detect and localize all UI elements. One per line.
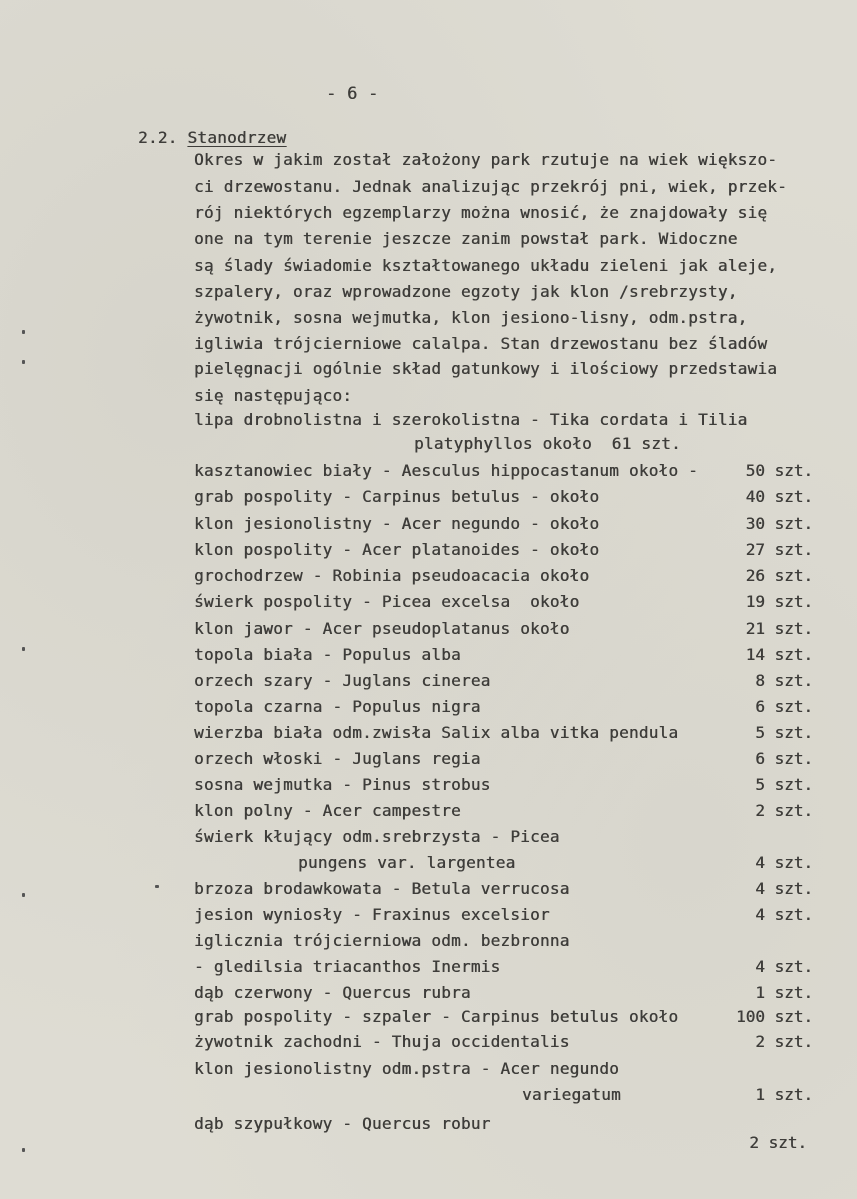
species-name: dąb czerwony - Quercus rubra: [194, 983, 471, 1002]
species-name: świerk kłujący odm.srebrzysta - Picea: [194, 827, 560, 846]
species-name: świerk pospolity - Picea excelsa około: [194, 592, 580, 611]
species-quantity: 1 szt.: [755, 1085, 813, 1104]
species-name: sosna wejmutka - Pinus strobus: [194, 775, 491, 794]
species-name: klon pospolity - Acer platanoides - około: [194, 540, 600, 559]
species-name: jesion wyniosły - Fraxinus excelsior: [194, 905, 550, 924]
species-quantity: 4 szt.: [755, 905, 813, 924]
species-name-continued: - gledilsia triacanthos Inermis: [194, 957, 501, 976]
page-number: - 6 -: [326, 84, 379, 104]
species-quantity: 50 szt.: [745, 461, 813, 480]
species-quantity: 4 szt.: [755, 853, 813, 872]
species-quantity: 30 szt.: [745, 514, 813, 533]
species-name: klon jesionolistny - Acer negundo - około: [194, 514, 600, 533]
species-name: topola biała - Populus alba: [194, 645, 461, 664]
paragraph-line: rój niektórych egzemplarzy można wnosić, że znajdowały się: [194, 203, 768, 222]
scan-speck: [22, 330, 25, 334]
species-quantity: 6 szt.: [755, 697, 813, 716]
species-name: klon polny - Acer campestre: [194, 801, 461, 820]
species-name-continued: pungens var. largentea: [298, 853, 516, 872]
paragraph-line: one na tym terenie jeszcze zanim powstał park. Widoczne: [194, 229, 738, 248]
species-name: grab pospolity - Carpinus betulus - około: [194, 487, 600, 506]
species-name: klon jesionolistny odm.pstra - Acer negundo: [194, 1059, 619, 1078]
species-quantity: 40 szt.: [745, 487, 813, 506]
species-name: orzech włoski - Juglans regia: [194, 749, 481, 768]
species-name: klon jawor - Acer pseudoplatanus około: [194, 619, 570, 638]
species-quantity: 100 szt.: [735, 1007, 813, 1026]
species-quantity: 27 szt.: [745, 540, 813, 559]
paragraph-line: igliwia trójcierniowe calalpa. Stan drzewostanu bez śladów: [194, 334, 768, 353]
species-quantity: 8 szt.: [755, 671, 813, 690]
species-quantity: 19 szt.: [745, 592, 813, 611]
paragraph-line: ci drzewostanu. Jednak analizując przekrój pni, wiek, przek-: [194, 177, 787, 196]
species-quantity: 4 szt.: [755, 957, 813, 976]
species-quantity: 2 szt.: [755, 801, 813, 820]
section-number: 2.2.: [138, 128, 178, 147]
scan-speck: [155, 885, 159, 888]
species-name: żywotnik zachodni - Thuja occidentalis: [194, 1032, 570, 1051]
paragraph-line: pielęgnacji ogólnie skład gatunkowy i ilościowy przedstawia: [194, 359, 778, 378]
paragraph-line: Okres w jakim został założony park rzutuje na wiek większo-: [194, 150, 778, 169]
species-quantity: 5 szt.: [755, 775, 813, 794]
species-name-continued: platyphyllos około 61 szt.: [414, 434, 681, 453]
paragraph-line: szpalery, oraz wprowadzone egzoty jak klon /srebrzysty,: [194, 282, 738, 301]
species-name-continued: variegatum: [522, 1085, 621, 1104]
section-title: Stanodrzew: [187, 128, 287, 147]
species-name: wierzba biała odm.zwisła Salix alba vitka pendula: [194, 723, 679, 742]
species-quantity: 21 szt.: [745, 619, 813, 638]
paragraph-line: żywotnik, sosna wejmutka, klon jesiono-lisny, odm.pstra,: [194, 308, 748, 327]
paragraph-line: się następująco:: [194, 386, 353, 405]
species-name: kasztanowiec biały - Aesculus hippocastanum około -: [194, 461, 699, 480]
species-name: lipa drobnolistna i szerokolistna - Tika cordata i Tilia: [194, 410, 748, 429]
species-quantity: 2 szt.: [749, 1133, 807, 1152]
section-heading: [138, 128, 286, 148]
paragraph-line: są ślady świadomie kształtowanego układu zieleni jak aleje,: [194, 256, 778, 275]
scan-speck: [22, 893, 25, 897]
scan-speck: [22, 1148, 25, 1152]
species-quantity: 1 szt.: [755, 983, 813, 1002]
species-quantity: 14 szt.: [745, 645, 813, 664]
species-quantity: 2 szt.: [755, 1032, 813, 1051]
species-name: brzoza brodawkowata - Betula verrucosa: [194, 879, 570, 898]
species-name: grochodrzew - Robinia pseudoacacia około: [194, 566, 590, 585]
species-quantity: 4 szt.: [755, 879, 813, 898]
species-name: orzech szary - Juglans cinerea: [194, 671, 491, 690]
species-name: grab pospolity - szpaler - Carpinus betulus około: [194, 1007, 679, 1026]
species-name: dąb szypułkowy - Quercus robur: [194, 1114, 491, 1133]
species-quantity: 5 szt.: [755, 723, 813, 742]
species-quantity: 26 szt.: [745, 566, 813, 585]
scan-speck: [22, 647, 25, 651]
species-name: topola czarna - Populus nigra: [194, 697, 481, 716]
scan-speck: [22, 360, 25, 364]
species-quantity: 6 szt.: [755, 749, 813, 768]
species-name: iglicznia trójcierniowa odm. bezbronna: [194, 931, 570, 950]
